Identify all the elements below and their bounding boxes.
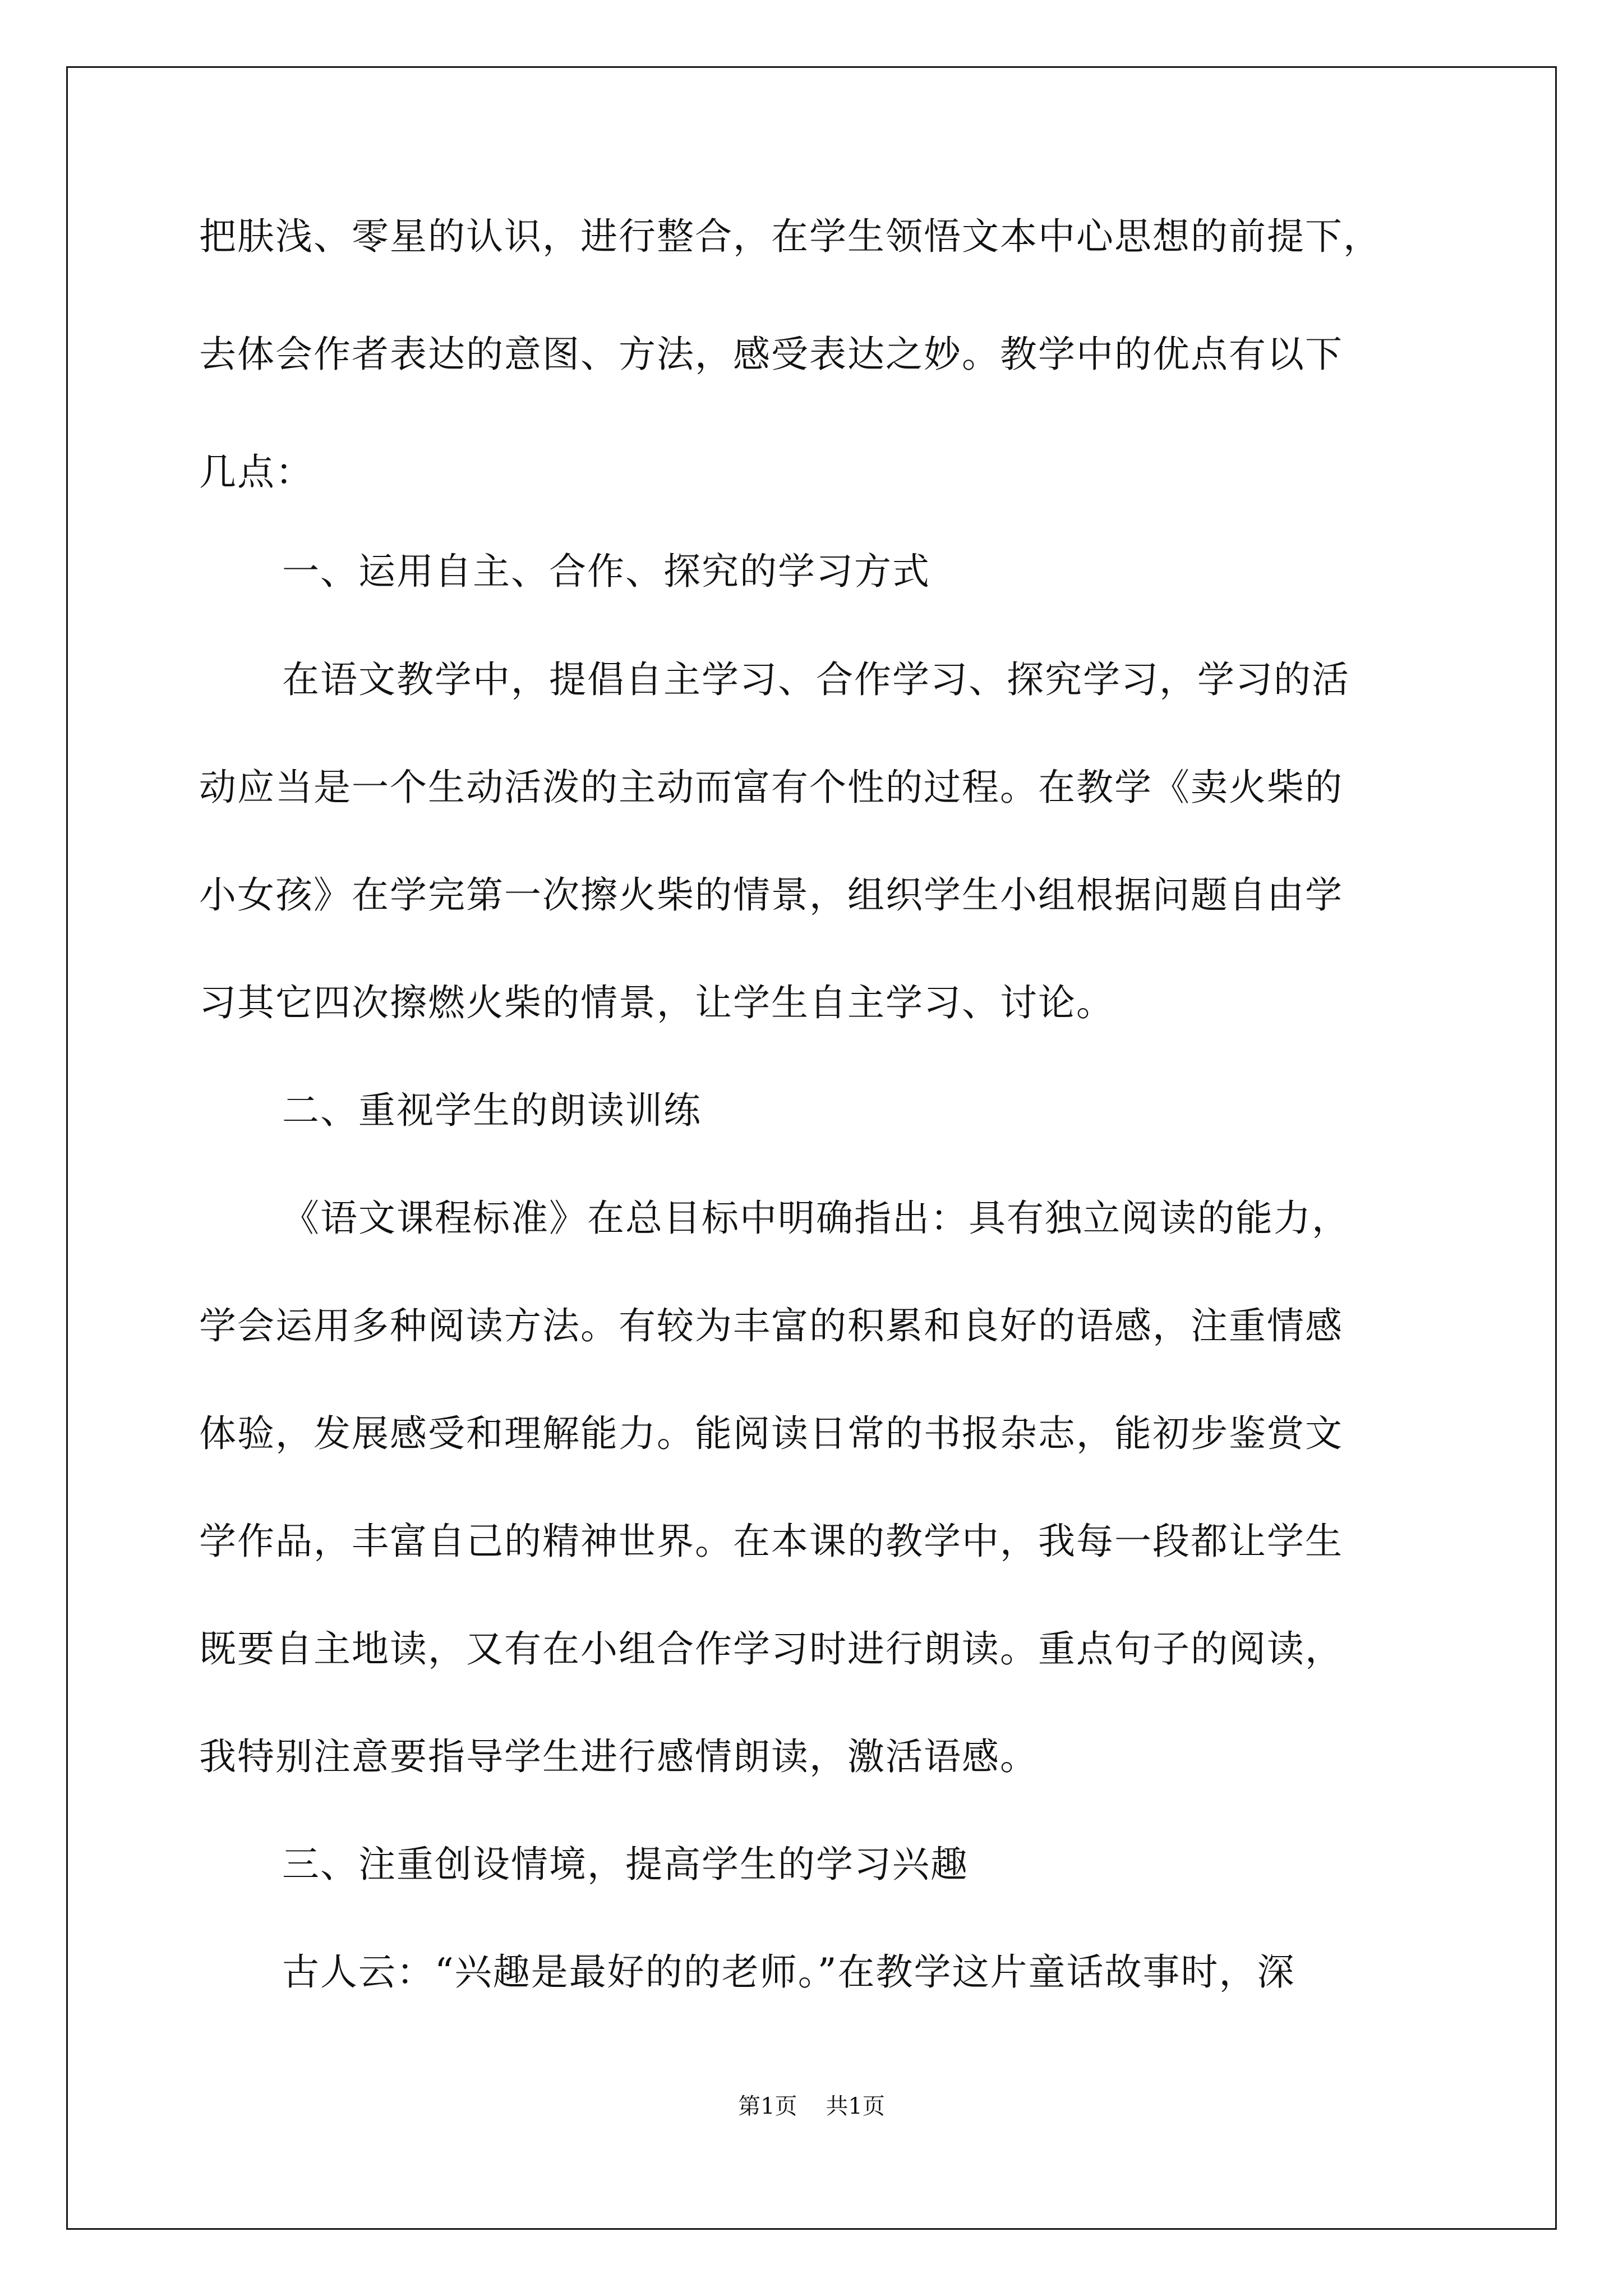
paragraph-line: 动应当是一个生动活泼的主动而富有个性的过程。在教学《卖火柴的 <box>199 766 1343 809</box>
paragraph-line: 古人云：“兴趣是最好的的老师。”在教学这片童话故事时，深 <box>282 1950 1295 1994</box>
section-heading: 一、运用自主、合作、探究的学习方式 <box>282 550 930 593</box>
section-heading: 二、重视学生的朗读训练 <box>282 1089 702 1132</box>
paragraph-line: 《语文课程标准》在总目标中明确指出：具有独立阅读的能力， <box>282 1197 1350 1240</box>
paragraph-line: 习其它四次擦燃火柴的情景，让学生自主学习、讨论。 <box>199 981 1114 1024</box>
paragraph-line: 把肤浅、零星的认识，进行整合，在学生领悟文本中心思想的前提下， <box>199 215 1381 258</box>
paragraph-line: 学会运用多种阅读方法。有较为丰富的积累和良好的语感，注重情感 <box>199 1304 1343 1347</box>
paragraph-line: 去体会作者表达的意图、方法，感受表达之妙。教学中的优点有以下 <box>199 333 1343 376</box>
paragraph-line: 既要自主地读，又有在小组合作学习时进行朗读。重点句子的阅读， <box>199 1627 1343 1671</box>
section-heading: 三、注重创设情境，提高学生的学习兴趣 <box>282 1843 969 1886</box>
paragraph-line: 几点： <box>199 450 313 494</box>
paragraph-line: 在语文教学中，提倡自主学习、合作学习、探究学习，学习的活 <box>282 658 1350 701</box>
paragraph-line: 我特别注意要指导学生进行感情朗读，激活语感。 <box>199 1735 1038 1778</box>
paragraph-line: 学作品，丰富自己的精神世界。在本课的教学中，我每一段都让学生 <box>199 1520 1343 1563</box>
page-border <box>66 66 1557 2230</box>
page-footer: 第1页 共1页 <box>738 2093 885 2119</box>
paragraph-line: 小女孩》在学完第一次擦火柴的情景，组织学生小组根据问题自由学 <box>199 873 1343 917</box>
paragraph-line: 体验，发展感受和理解能力。能阅读日常的书报杂志，能初步鉴赏文 <box>199 1412 1343 1455</box>
